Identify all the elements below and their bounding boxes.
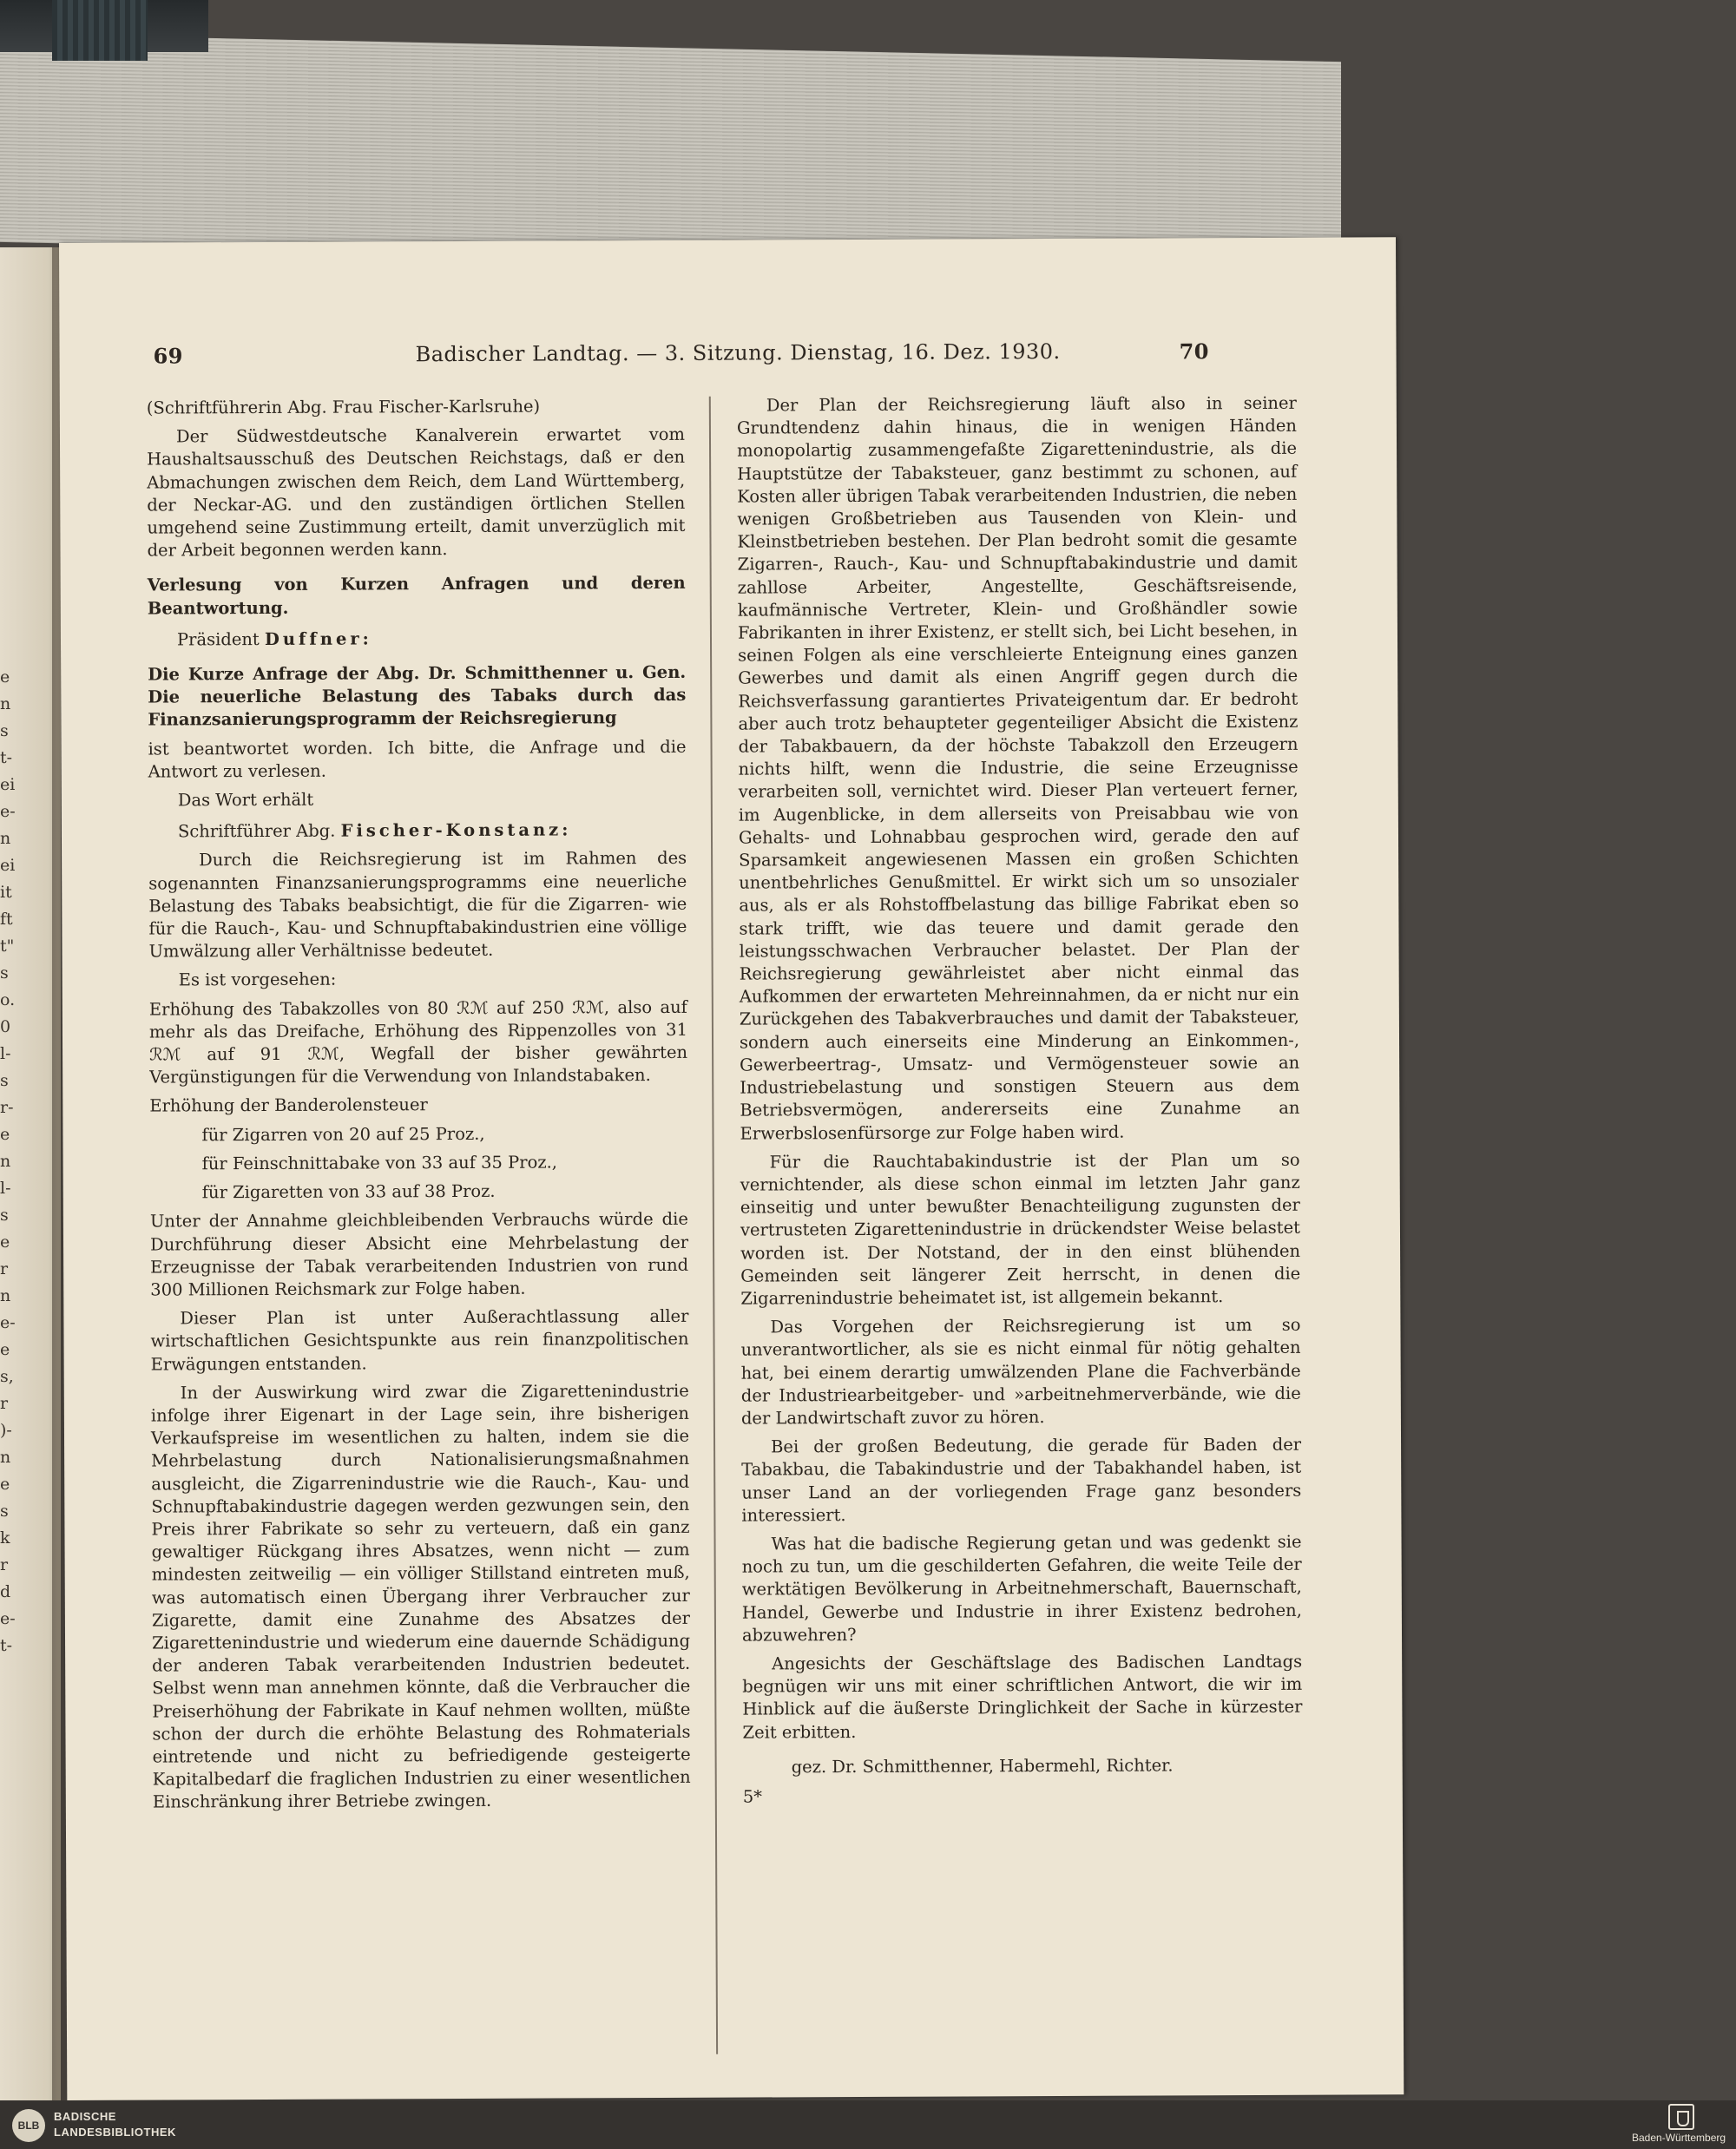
margin-fragment: ft	[0, 910, 13, 929]
region-name: Baden-Württemberg	[1632, 2132, 1726, 2144]
paragraph: In der Auswirkung wird zwar die Zigarettenindustrie infolge ihrer Eigenart in der Lage sein, ihre bisherigen Verkaufspreise im wesentlichen zu halten, indem sie die Mehrbelastung durch Nationalisierungsmaßnahmen ausgleicht, die Zigarrenindustrie wie die Rauch-, Kau- und Schnupftabakindustrie dagegen werden gezwungen sein, den Preis ihrer Fabrikate so sehr zu verteuern, daß ein ganz gewaltiger Rückgang ihres Absatzes, wenn nicht — zum mindesten zeitweilig — ein völliger Stillstand eintreten muß, was automatisch einen Übergang ihrer Verbraucher zur Zigarette, damit eine Zunahme des Absatzes der Zigarettenindustrie und wiederum eine dauernde Schädigung der anderen Tabak verarbeitenden Industrien bedeutet. Selbst wenn man annehmen könnte, daß die Verbraucher die Preiserhöhung der Fabrikate in Kauf nehmen wollten, müßte schon der durch die erhöhte Belastung des Rohmaterials eintretende und nicht zu befriedigende gesteigerte Kapitalbedarf die fraglichen Industrien zu einer wesentlichen Einschränkung ihrer Betriebe zwingen.	[150, 1380, 691, 1812]
document-page	[59, 237, 1404, 2100]
margin-fragment: 0	[0, 1017, 11, 1036]
paragraph: ist beantwortet worden. Ich bitte, die Anfrage und die Antwort zu verlesen.	[148, 736, 687, 782]
left-page-text-fragments	[0, 664, 16, 1659]
speaker-role: Präsident	[176, 628, 265, 650]
paragraph: Durch die Reichsregierung ist im Rahmen des sogenannten Finanzsanierungsprogramms eine neuerliche Belastung des Tabaks beabsichtigt, die für die Zigarren- wie für die Rauch-, Kau- und Schnupftabakindustrien eine völlige Umwälzung aller Verhältnisse bedeutet.	[148, 848, 687, 962]
margin-fragment: l-	[0, 1179, 11, 1198]
paragraph: Das Vorgehen der Reichsregierung ist um so unverantwortlicher, als sie es nicht einmal für nötig gehalten hat, bei einem derartig umwälzenden Plane die Fachverbände der Industriearbeitgeber- und »arbeitnehmerverbände, wie die der Landwirtschaft zuvor zu hören.	[740, 1314, 1301, 1429]
margin-fragment: e	[0, 667, 10, 687]
margin-fragment: s	[0, 1206, 9, 1225]
margin-fragment: l-	[0, 1044, 11, 1063]
library-name-line1: BADISCHE	[54, 2110, 116, 2123]
paragraph: für Zigarren von 20 auf 25 Proz.,	[201, 1123, 485, 1145]
right-column	[737, 392, 1303, 1815]
paragraph: (Schriftführerin Abg. Frau Fischer-Karlsruhe)	[146, 396, 541, 418]
paragraph: für Zigaretten von 33 auf 38 Proz.	[201, 1180, 496, 1203]
margin-fragment: s,	[0, 1367, 14, 1386]
paragraph: gez. Dr. Schmitthenner, Habermehl, Richter.	[791, 1755, 1174, 1778]
paragraph: Der Plan der Reichsregierung läuft also in seiner Grundtendenz dahin hinaus, die in wenigen Händen monopolartig zusammengefaßte Zigarettenindustrie, als die Hauptstütze der Tabaksteuer, ganz bestimmt zu schonen, auf Kosten aller übrigen Tabak verarbeitenden Industrien, die neben wenigen Großbetrieben aus Tausenden von Klein- und Kleinstbetrieben bestehen. Der Plan bedroht somit die gesamte Zigarren-, Rauch-, Kau- und Schnupftabakindustrie und damit zahllose Arbeiter, Angestellte, Geschäftsreisende, kaufmännische Vertreter, Klein- und Großhändler sowie Fabrikanten in ihrer Existenz, er stellt sich, bei Licht besehen, in seinen Folgen als eine verschleierte Enteignung eines ganzen Gewerbes und damit als einen Angriff gegen durch die Reichsverfassung garantiertes Privateigentum dar. Er bedroht aber auch trotz behaupteter gegenteiliger Absicht die Existenz der Tabakbauern, da der höchste Tabakzoll den Erzeugern nichts hilft, wenn die Industrie, die seine Erzeugnisse verarbeiten soll, vernichtet wird. Dieser Plan verteuert ferner, im Augenblicke, in dem allerseits von Preisabbau wie von Gehalts- und Lohnabbau gesprochen wird, gerade den auf Sparsamkeit angewiesenen Massen ein großen Schichten unentbehrliches Genußmittel. Er wirkt sich um so unsozialer aus, als er als Rohstoffbelastung das billige Fabrikat eben so stark trifft, wie das teuere und damit gerade den leistungsschwachen Verbraucher belastet. Der Plan der Reichsregierung gewährleistet aber nicht einmal das Aufkommen der erwarteten Mehreinnahmen, da er nicht nur ein Zurückgehen des Tabakverbrauches und damit der Tabaksteuer, sondern auch einerseits eine Minderung an Einkommen-, Gewerbeertrag-, Umsatz- und Vermögensteuer sowie an Industriebelastung und sonstigen Steuern aus dem Betriebsvermögen, andererseits eine Zunahme an Erwerbslosenfürsorge zur Folge haben wird.	[736, 392, 1300, 1144]
paragraph	[148, 627, 686, 652]
blb-logo: BLB	[12, 2109, 45, 2142]
page-number-right: 70	[1179, 338, 1210, 365]
page-number-left: 69	[153, 343, 184, 369]
paragraph: Das Wort erhält	[177, 789, 314, 811]
book-page-edges	[0, 34, 1341, 270]
margin-fragment: s	[0, 1502, 9, 1521]
margin-fragment: n	[0, 829, 11, 848]
margin-fragment: t-	[0, 1636, 13, 1655]
paragraph: Bei der großen Bedeutung, die gerade für Baden der Tabakbau, die Tabakindustrie und der Tabakhandel haben, ist unser Land an der vorliegenden Frage ganz besonders interessiert.	[741, 1434, 1302, 1526]
margin-fragment: it	[0, 883, 12, 902]
margin-fragment: t-	[0, 748, 13, 767]
margin-fragment: n	[0, 694, 11, 713]
margin-fragment: e-	[0, 1609, 16, 1628]
paragraph: Verlesung von Kurzen Anfragen und deren Beantwortung.	[147, 573, 686, 619]
paragraph: Es ist vorgesehen:	[178, 969, 337, 990]
book-binding-cloth	[52, 0, 148, 61]
speaker-role: Schriftführer Abg.	[177, 820, 341, 842]
library-name-line2: LANDESBIBLIOTHEK	[54, 2126, 176, 2139]
paragraph: Angesichts der Geschäftslage des Badischen Landtags begnügen wir uns mit einer schriftlichen Antwort, die wir im Hinblick auf die äußerste Dringlichkeit der Sache in kürzester Zeit erbitten.	[742, 1651, 1303, 1743]
paragraph: Unter der Annahme gleichbleibenden Verbrauchs würde die Durchführung dieser Absicht eine Mehrbelastung der Erzeugnisse der Tabak verarbeitenden Industrien von rund 300 Millionen Reichsmark zur Folge haben.	[149, 1209, 689, 1300]
state-coat-of-arms-icon	[1668, 2104, 1694, 2130]
paragraph: Der Südwestdeutsche Kanalverein erwartet vom Haushaltsausschuß des Deutschen Reichstags, daß er den Abmachungen zwischen dem Reich, dem Land Württemberg, der Neckar-AG. und den zuständigen örtlichen Stellen umgehend seine Zustimmung erteilt, damit unverzüglich mit der Arbeit begonnen werden kann.	[147, 424, 686, 561]
margin-fragment: n	[0, 1448, 11, 1467]
margin-fragment: ei	[0, 856, 16, 875]
margin-fragment: o.	[0, 990, 16, 1009]
column-divider	[709, 397, 718, 2054]
speaker-name: Fischer-Konstanz:	[340, 819, 572, 841]
margin-fragment: s	[0, 963, 9, 982]
margin-fragment: e-	[0, 1313, 16, 1332]
library-name	[54, 2109, 176, 2140]
margin-fragment: e	[0, 1232, 10, 1252]
margin-fragment: n	[0, 1152, 11, 1171]
margin-fragment: e	[0, 1475, 10, 1494]
margin-fragment: k	[0, 1528, 10, 1548]
margin-fragment: s	[0, 721, 9, 740]
paragraph: Die Kurze Anfrage der Abg. Dr. Schmitthenner u. Gen. Die neuerliche Belastung des Tabaks durch das Finanzsanierungsprogramm der Reichsregierung	[148, 661, 687, 730]
margin-fragment: )-	[0, 1421, 12, 1440]
margin-fragment: r	[0, 1259, 9, 1278]
paragraph: 5*	[742, 1786, 763, 1807]
margin-fragment: r	[0, 1394, 9, 1413]
paragraph: Erhöhung des Tabakzolles von 80 ℛℳ auf 250 ℛℳ, also auf mehr als das Dreifache, Erhöhung des Rippenzolles von 31 ℛℳ auf 91 ℛℳ, Wegfall der bisher gewährten Vergünstigungen für die Verwendung von Inlandstabaken.	[148, 996, 688, 1088]
paragraph	[148, 818, 687, 844]
margin-fragment: d	[0, 1582, 11, 1601]
margin-fragment: e	[0, 1340, 10, 1359]
footer-bar	[0, 2100, 1736, 2149]
margin-fragment: ei	[0, 775, 16, 794]
paragraph: Erhöhung der Banderolensteuer	[149, 1094, 428, 1117]
running-head: Badischer Landtag. — 3. Sitzung. Dienstag, 16. Dez. 1930.	[415, 338, 1061, 367]
margin-fragment: e	[0, 1125, 10, 1144]
paragraph: Was hat die badische Regierung getan und was gedenkt sie noch zu tun, um die geschilderten Gefahren, die weite Teile der werktätigen Bevölkerung in Arbeitnehmerschaft, Bauernschaft, Handel, Gewerbe und Industrie in ihrer Existenz bedrohen, abzuwehren?	[741, 1531, 1302, 1646]
paragraph: Dieser Plan ist unter Außerachtlassung aller wirtschaftlichen Gesichtspunkte aus rein finanzpolitischen Erwägungen entstanden.	[150, 1305, 689, 1375]
margin-fragment: t"	[0, 936, 15, 956]
margin-fragment: e-	[0, 802, 16, 821]
margin-fragment: s	[0, 1071, 9, 1090]
margin-fragment: n	[0, 1286, 11, 1305]
paragraph: Für die Rauchtabakindustrie ist der Plan um so vernichtender, als diese schon einmal im letzten Jahr ganz einseitig und unter bewußter Benachteiligung zugunsten der vertrusteten Zigarettenindustrie in drückendster Weise belastet worden ist. Der Notstand, der in den einst blühenden Gemeinden seit längerer Zeit herrscht, in denen die Zigarrenindustrie beheimatet ist, ist allgemein bekannt.	[740, 1149, 1301, 1309]
margin-fragment: r	[0, 1555, 9, 1574]
margin-fragment: r-	[0, 1098, 14, 1117]
speaker-name: Duffner:	[264, 628, 372, 649]
paragraph: für Feinschnittabake von 33 auf 35 Proz.,	[201, 1152, 558, 1174]
left-column	[147, 395, 691, 1820]
